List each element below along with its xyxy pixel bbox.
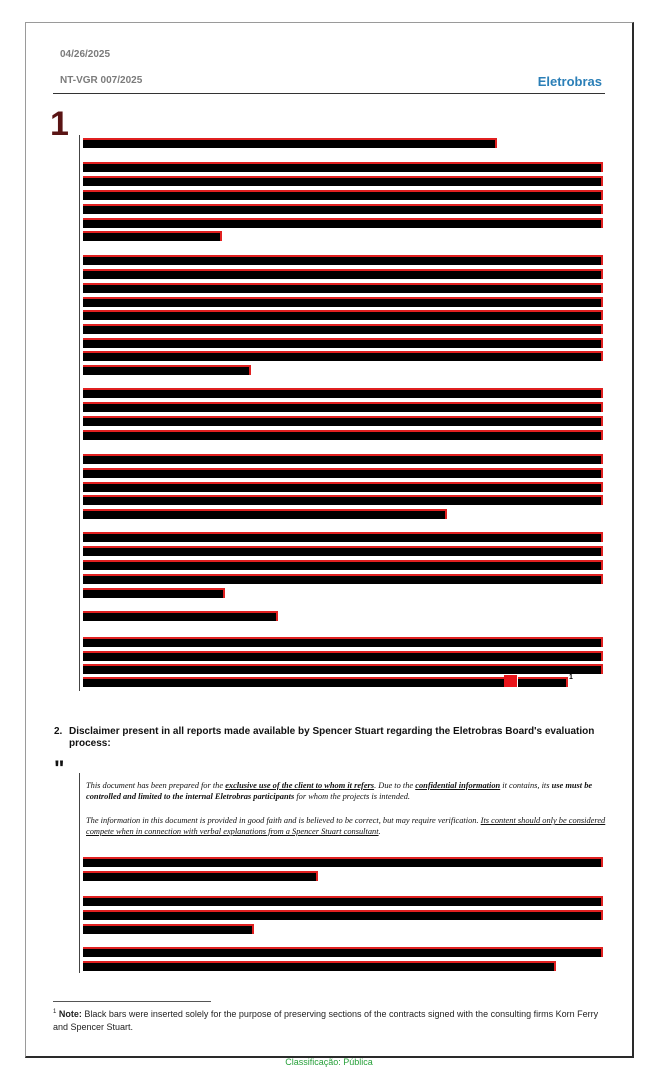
- redaction-bar: [83, 677, 507, 687]
- disclaimer-p1-text-2: . Due to the: [374, 781, 416, 790]
- redaction-bar: [83, 402, 603, 412]
- footnote-label: Note:: [58, 1009, 82, 1019]
- header-date: 04/26/2025: [60, 49, 111, 60]
- redaction-bar: [83, 924, 254, 934]
- redaction-bar: [83, 509, 447, 519]
- redaction-bar: [83, 430, 603, 440]
- redaction-bar: [83, 204, 603, 214]
- section-1-margin-line: [79, 135, 80, 691]
- redaction-bar: [83, 910, 603, 920]
- redaction-bar: [83, 871, 318, 881]
- classification-label: Classificação: Pública: [285, 1057, 373, 1067]
- redaction-bar: [83, 651, 603, 661]
- disclaimer-p1-confidential: confidential information: [415, 781, 501, 790]
- disclaimer-p1-text-3: it contains, its: [500, 781, 552, 790]
- redaction-bar: [83, 283, 603, 293]
- header-divider: [53, 93, 605, 94]
- redaction-bar: [83, 310, 603, 320]
- redaction-bar: [83, 351, 603, 361]
- redaction-highlight-mark: [504, 675, 517, 687]
- footnote: [53, 1006, 613, 1034]
- redaction-bar: [83, 468, 603, 478]
- disclaimer-p2-text-1: The information in this document is provided in good faith and is believed to be correct, but may require verification.: [86, 816, 481, 825]
- opening-quote-mark: ": [54, 756, 65, 781]
- redaction-bar: [83, 947, 603, 957]
- header-doc-code: NT-VGR 007/2025: [60, 75, 143, 86]
- disclaimer-p2-content-note: Its content should only be considered compete when in connection with verbal explanations from a Spencer Stuart consultant: [86, 816, 606, 836]
- redaction-bar: [83, 637, 603, 647]
- footnote-number: 1: [53, 1009, 57, 1015]
- footnote-reference: 1: [569, 674, 573, 681]
- section-2-heading-text: Disclaimer present in all reports made available by Spencer Stuart regarding the Eletrobras Board's evaluation process:: [69, 726, 595, 749]
- disclaimer-paragraph-1: [86, 780, 608, 802]
- disclaimer-paragraph-2: [86, 815, 608, 837]
- redaction-bar: [83, 532, 603, 542]
- redaction-bar: [83, 218, 603, 228]
- redaction-bar: [83, 176, 603, 186]
- document-page: [25, 22, 634, 1058]
- redaction-bar: [83, 664, 603, 674]
- disclaimer-p1-exclusive-use: exclusive use of the client to whom it refers: [225, 781, 375, 790]
- redaction-bar: [83, 574, 603, 584]
- redaction-bar: [83, 297, 603, 307]
- disclaimer-p1-text-4: for whom the projects is intended.: [294, 792, 410, 801]
- redaction-bar: [83, 255, 603, 265]
- redaction-bar: [83, 588, 225, 598]
- redaction-bar: [83, 190, 603, 200]
- redaction-bar: [83, 560, 603, 570]
- redaction-bar: [83, 365, 251, 375]
- header-brand-logo: Eletrobras: [537, 74, 602, 89]
- redaction-bar: [83, 338, 603, 348]
- section-2-margin-line: [79, 773, 80, 973]
- redaction-bar: [83, 896, 603, 906]
- redaction-bar: [83, 416, 603, 426]
- section-1-number: 1: [50, 105, 69, 143]
- redaction-bar: [83, 388, 603, 398]
- redaction-bar: [83, 482, 603, 492]
- disclaimer-p1-text-1: This document has been prepared for the: [86, 781, 226, 790]
- redaction-bar: [518, 677, 568, 687]
- redaction-bar: [83, 857, 603, 867]
- redaction-bar: [83, 495, 603, 505]
- redaction-bar: [83, 269, 603, 279]
- disclaimer-p2-text-2: .: [378, 827, 381, 836]
- redaction-bar: [83, 961, 556, 971]
- footnote-divider: [53, 1001, 211, 1002]
- redaction-bar: [83, 546, 603, 556]
- footnote-text: Black bars were inserted solely for the purpose of preserving sections of the contracts signed with the consulting firms Korn Ferry and Spencer Stuart.: [53, 1009, 599, 1032]
- redaction-bar: [83, 611, 278, 621]
- redaction-bar: [83, 162, 603, 172]
- redaction-bar: [83, 454, 603, 464]
- redaction-bar: [83, 324, 603, 334]
- section-2-number: 2.: [54, 726, 63, 737]
- redaction-bar: [83, 138, 497, 148]
- disclaimer-p1-use-controlled: use must be controlled and limited to the internal Eletrobras participants: [86, 781, 593, 801]
- redaction-bar: [83, 231, 222, 241]
